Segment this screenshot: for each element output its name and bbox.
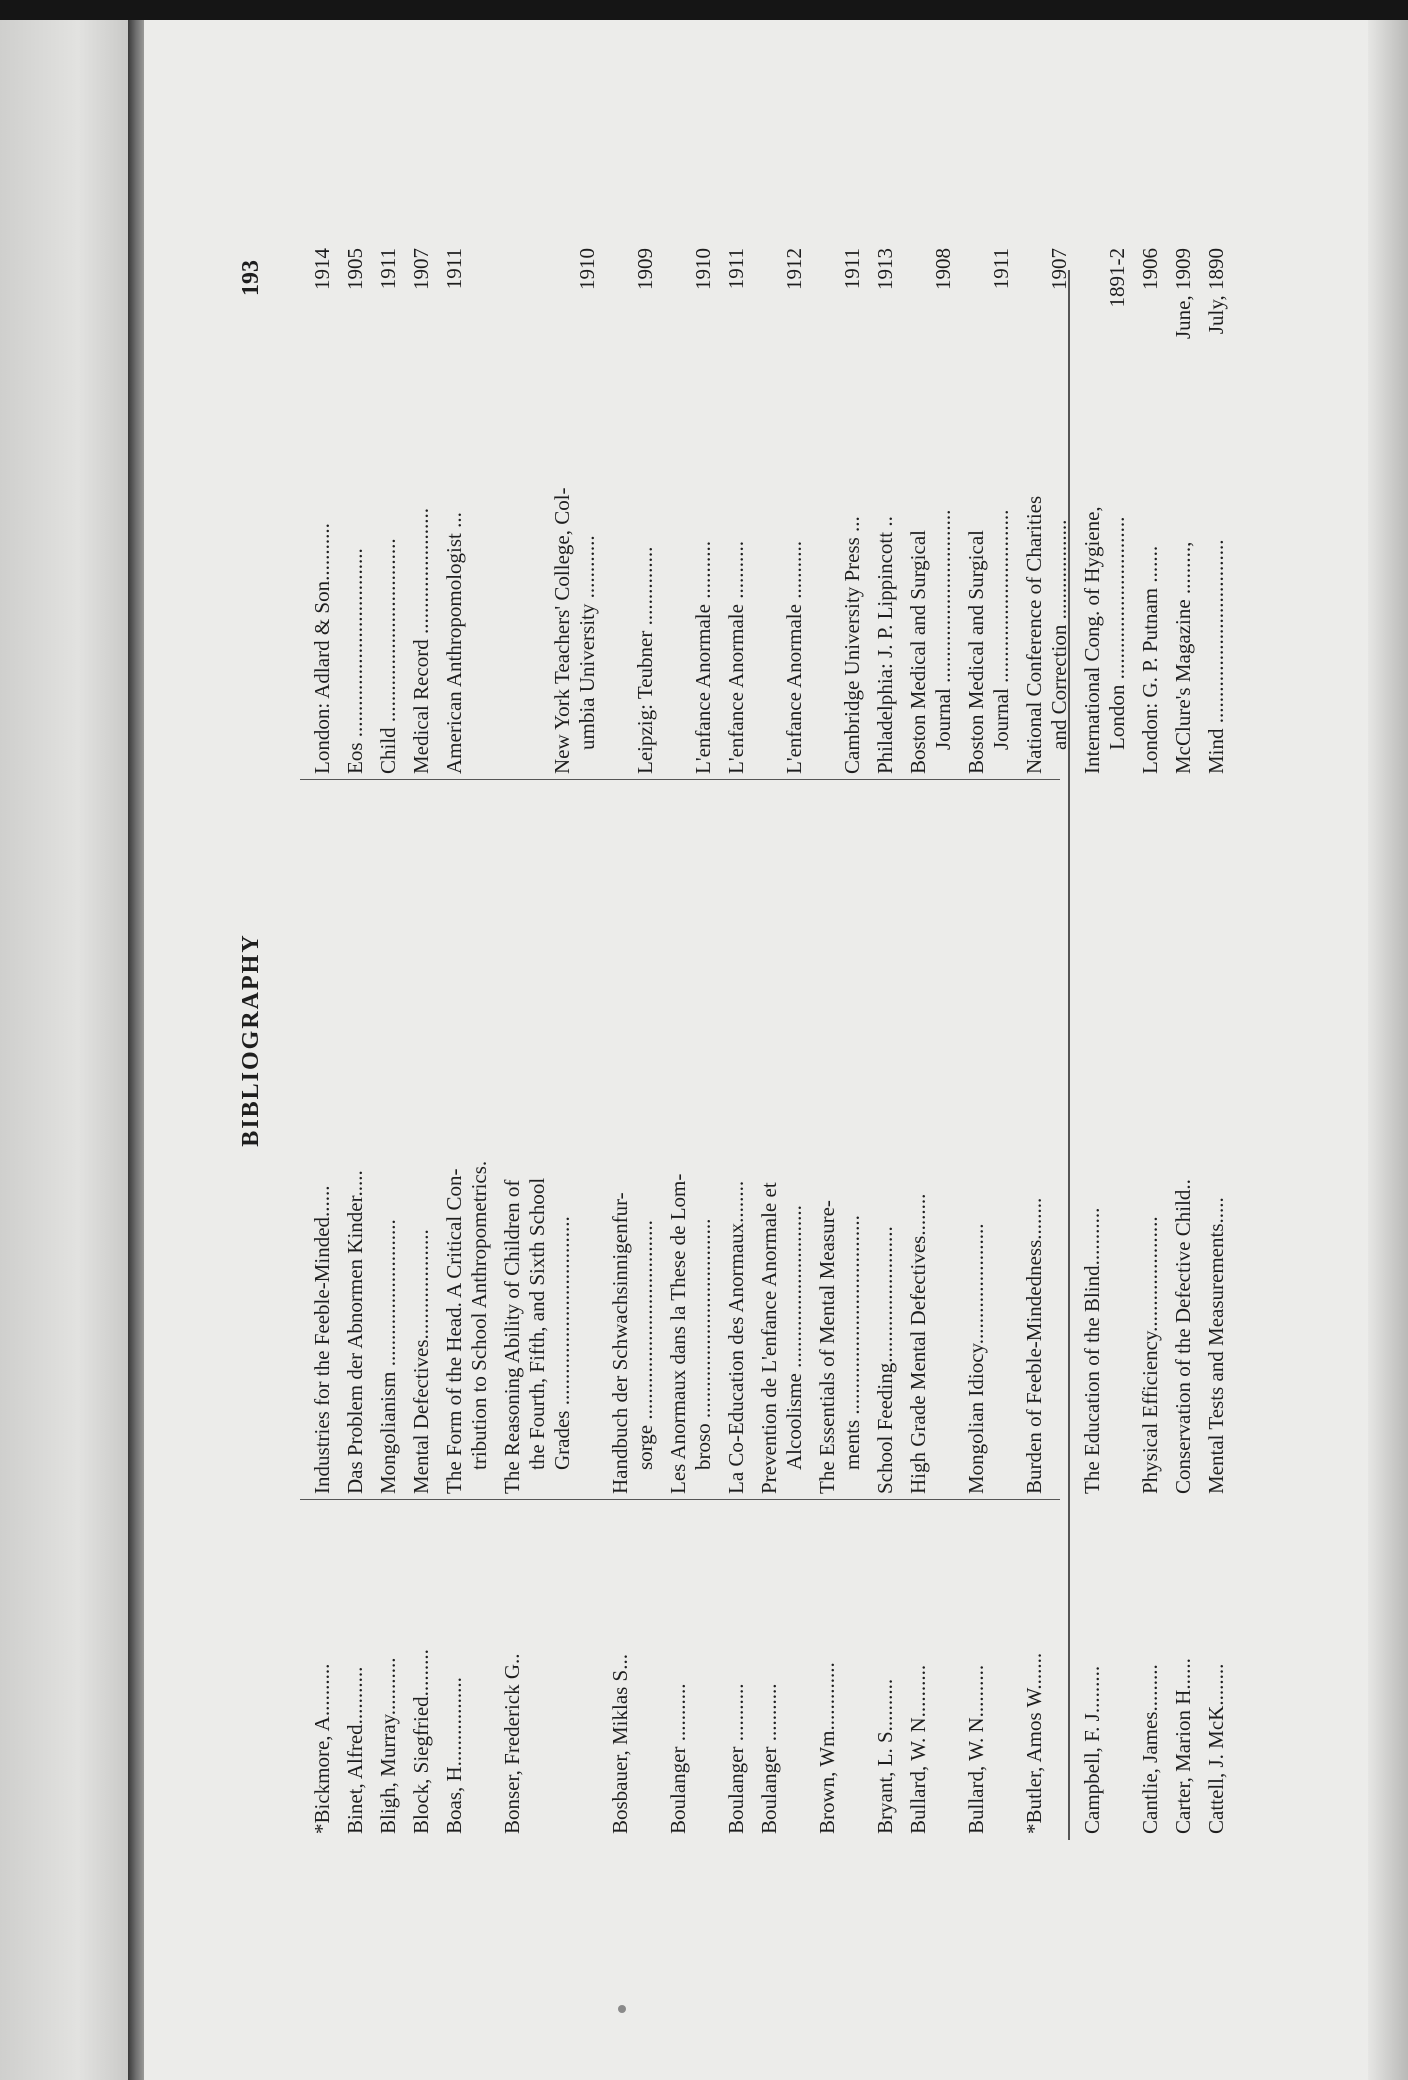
publisher-cell-line: Medical Record ........................: [409, 508, 433, 774]
row-spacer: [600, 240, 608, 1840]
year-cell: [442, 240, 467, 400]
running-header: [220, 240, 290, 1840]
row-spacer: [956, 240, 964, 1840]
year-cell-line: [1022, 248, 1047, 394]
title-cell-line: Das Problem der Abnormen Kinder.....: [343, 1170, 367, 1494]
year-cell-line: [608, 248, 633, 394]
row-spacer: [401, 240, 409, 1840]
year-cell: [409, 240, 434, 400]
table-row: [666, 240, 716, 1840]
title-cell: [1204, 780, 1229, 1500]
publisher-cell-line: Leipzig: Teubner ...............: [633, 546, 657, 774]
publisher-cell-line: McClure's Magazine .........,: [1171, 541, 1195, 774]
publisher-cell-line: New York Teachers' College, Col-: [550, 487, 574, 774]
author-cell: [815, 1500, 840, 1840]
publisher-cell-line: [815, 406, 840, 774]
year-cell-line: 1911: [840, 248, 864, 290]
title-cell: [724, 780, 749, 1500]
table-row: [757, 240, 807, 1840]
title-cell-line: broso ......................................: [691, 1218, 715, 1470]
table-row: [376, 240, 401, 1840]
table-row: [1022, 240, 1072, 1840]
year-cell-line: [906, 248, 931, 394]
title-cell: [310, 780, 335, 1500]
table-row: [310, 240, 335, 1840]
title-cell: [1022, 780, 1047, 1500]
author-cell: [1138, 1500, 1163, 1840]
year-cell: [873, 240, 898, 400]
table-row: [815, 240, 865, 1840]
title-cell: [964, 780, 989, 1500]
page-speck: [618, 2005, 626, 2013]
author-cell-line: Bonser, Frederick G..: [500, 1653, 524, 1834]
author-cell: [1204, 1500, 1229, 1840]
publisher-cell: [1022, 400, 1072, 780]
author-cell-line: Boulanger ...........: [724, 1683, 748, 1834]
author-cell: [1080, 1500, 1105, 1840]
author-cell: [906, 1500, 931, 1840]
publisher-cell: [500, 400, 600, 780]
year-cell: [1080, 240, 1130, 400]
row-spacer: [716, 240, 724, 1840]
publisher-cell-line: [525, 406, 550, 774]
year-cell-line: [815, 248, 840, 394]
rotated-bibliography: [220, 240, 1228, 1840]
publisher-cell: [724, 400, 749, 780]
publisher-cell: [906, 400, 956, 780]
page-number: 193: [238, 260, 264, 296]
table-row: [409, 240, 434, 1840]
year-cell: [1204, 240, 1229, 400]
title-cell-line: The Reasoning Ability of Children of: [500, 1179, 524, 1494]
table-row: [500, 240, 600, 1840]
author-cell: [608, 1500, 633, 1840]
year-cell: [757, 240, 807, 400]
row-spacer: [865, 240, 873, 1840]
title-cell: [409, 780, 434, 1500]
title-cell: [666, 780, 716, 1500]
author-cell: [376, 1500, 401, 1840]
author-cell: [873, 1500, 898, 1840]
year-cell: [724, 240, 749, 400]
title-cell-line: tribution to School Anthropometrics.: [467, 1160, 491, 1470]
year-cell-line: June, 1909: [1171, 248, 1195, 339]
title-cell: [376, 780, 401, 1500]
title-cell: [757, 780, 807, 1500]
author-cell-line: *Butler, Amos W.......: [1022, 1652, 1046, 1834]
year-cell: [1138, 240, 1163, 400]
year-cell-line: [525, 248, 550, 394]
title-cell-line: Burden of Feeble-Mindedness........: [1022, 1197, 1046, 1494]
title-cell: [906, 780, 931, 1500]
author-cell-line: *Bickmore, A..........: [310, 1663, 334, 1834]
year-cell-line: 1910: [691, 248, 715, 290]
title-cell-line: Conservation of the Defective Child..: [1171, 1179, 1195, 1494]
publisher-cell: [757, 400, 807, 780]
publisher-cell-line: Mind ...................................: [1204, 539, 1228, 774]
title-cell: [1138, 780, 1163, 1500]
row-spacer: [749, 240, 757, 1840]
table-row: [608, 240, 658, 1840]
title-cell: [1080, 780, 1105, 1500]
publisher-cell-line: [608, 406, 633, 774]
publisher-cell-line: Eos ....................................: [343, 548, 367, 774]
publisher-cell: [873, 400, 898, 780]
row-spacer: [492, 240, 500, 1840]
year-cell-line: 1912: [782, 248, 806, 290]
row-spacer: [1196, 240, 1204, 1840]
author-cell-line: Binet, Alfred...........: [343, 1666, 367, 1834]
year-cell-line: [964, 248, 989, 394]
year-cell: [815, 240, 865, 400]
year-cell-line: 1907: [1047, 248, 1071, 290]
author-cell-line: Boulanger ...........: [757, 1683, 781, 1834]
publisher-cell-line: L'enfance Anormale ...........: [691, 541, 715, 774]
left-page-edge: [0, 20, 130, 2080]
year-cell-line: 1913: [873, 248, 897, 290]
publisher-cell: [343, 400, 368, 780]
author-cell: [409, 1500, 434, 1840]
publisher-cell-line: London ...............................: [1105, 516, 1129, 750]
author-cell-line: Boulanger ...........: [666, 1683, 690, 1834]
publisher-cell-line: Boston Medical and Surgical: [906, 530, 930, 774]
publisher-cell-line: American Anthropomologist ...: [442, 512, 466, 774]
author-cell-line: Block, Siegfried.........: [409, 1649, 433, 1834]
author-cell: [1022, 1500, 1047, 1840]
author-cell-line: Boas, H.................: [442, 1677, 466, 1834]
table-row: [906, 240, 956, 1840]
author-cell-line: Bullard, W. N..........: [906, 1664, 930, 1834]
author-cell-line: Carter, Marion H......: [1171, 1658, 1195, 1834]
publisher-cell-line: Philadelphia: J. P. Lippincott ..: [873, 516, 897, 774]
year-cell: [310, 240, 335, 400]
title-cell-line: Les Anormaux dans la These de Lom-: [666, 1173, 690, 1494]
title-cell: [442, 780, 492, 1500]
author-cell: [666, 1500, 691, 1840]
table-row: [343, 240, 368, 1840]
table-row: [873, 240, 898, 1840]
author-cell: [343, 1500, 368, 1840]
book-gutter: [128, 20, 144, 2080]
year-cell: [376, 240, 401, 400]
title-cell-line: The Education of the Blind...........: [1080, 1207, 1104, 1494]
author-cell: [442, 1500, 467, 1840]
year-cell-line: 1911: [376, 248, 400, 290]
table-row: [964, 240, 1014, 1840]
title-cell: [815, 780, 865, 1500]
scan-top-edge: [0, 0, 1408, 20]
table-row: [1080, 240, 1130, 1840]
year-cell: [906, 240, 956, 400]
author-cell-line: Cattell, J. McK........: [1204, 1663, 1228, 1834]
year-cell-line: [757, 248, 782, 394]
title-cell-line: Prevention de L'enfance Anormale et: [757, 1182, 781, 1494]
row-spacer: [1072, 240, 1080, 1840]
title-cell: [1171, 780, 1196, 1500]
year-cell-line: 1910: [575, 248, 599, 290]
publisher-cell-line: London: Adlard & Son...........: [310, 523, 334, 774]
year-cell-line: 1911: [989, 248, 1013, 290]
table-row: [1171, 240, 1196, 1840]
title-cell-line: La Co-Education des Anormaux........: [724, 1180, 748, 1494]
publisher-cell-line: [757, 406, 782, 774]
row-spacer: [807, 240, 815, 1840]
title-cell-line: ments ......................................: [840, 1215, 864, 1470]
title-cell: [873, 780, 898, 1500]
year-cell: [964, 240, 1014, 400]
author-cell: [724, 1500, 749, 1840]
title-cell-line: the Fourth, Fifth, and Sixth School: [525, 1177, 549, 1470]
title-cell-line: Mongolianism ............................: [376, 1219, 400, 1494]
row-spacer: [368, 240, 376, 1840]
author-cell: [310, 1500, 335, 1840]
row-spacer: [335, 240, 343, 1840]
publisher-cell-line: [500, 406, 525, 774]
year-cell-line: 1906: [1138, 248, 1162, 290]
bibliography-table: [310, 240, 1237, 1840]
year-cell-line: 1914: [310, 248, 334, 290]
publisher-cell-line: Cambridge University Press ...: [840, 516, 864, 774]
publisher-cell: [1204, 400, 1229, 780]
author-cell-line: Bligh, Murray...........: [376, 1657, 400, 1834]
publisher-cell: [608, 400, 658, 780]
author-cell-line: Bryant, L. S..........: [873, 1678, 897, 1834]
publisher-cell-line: L'enfance Anormale ...........: [724, 541, 748, 774]
publisher-cell: [815, 400, 865, 780]
title-cell-line: Mental Tests and Measurements.....: [1204, 1197, 1228, 1494]
year-cell-line: 1911: [724, 248, 748, 290]
row-spacer: [658, 240, 666, 1840]
table-row: [1138, 240, 1163, 1840]
table-row: [724, 240, 749, 1840]
author-cell-line: Brown, Wm.............: [815, 1662, 839, 1834]
year-cell-line: [500, 248, 525, 394]
year-cell-line: [550, 248, 575, 394]
right-page-edge: [1368, 20, 1408, 2080]
year-cell: [1022, 240, 1072, 400]
year-cell-line: 1909: [633, 248, 657, 290]
publisher-cell-line: Boston Medical and Surgical: [964, 530, 988, 774]
publisher-cell-line: International Cong. of Hygiene,: [1080, 506, 1104, 774]
author-cell-line: Bosbauer, Miklas S...: [608, 1654, 632, 1834]
title-cell-line: Mental Defectives.....................: [409, 1229, 433, 1494]
year-cell: [608, 240, 658, 400]
year-cell-line: July, 1890: [1204, 248, 1228, 335]
year-cell: [343, 240, 368, 400]
title-cell-line: Mongolian Idiocy.......................: [964, 1223, 988, 1494]
year-cell-line: 1911: [442, 248, 466, 290]
publisher-cell: [376, 400, 401, 780]
table-row: [1204, 240, 1229, 1840]
table-row: [442, 240, 492, 1840]
title-cell-line: School Feeding..........................: [873, 1226, 897, 1494]
year-cell-line: 1891-2: [1105, 248, 1129, 308]
year-cell-line: [1080, 248, 1105, 394]
title-cell-line: Industries for the Feeble-Minded......: [310, 1185, 334, 1494]
publisher-cell: [1138, 400, 1163, 780]
author-cell: [757, 1500, 782, 1840]
row-spacer: [1163, 240, 1171, 1840]
page-title: BIBLIOGRAPHY: [238, 933, 264, 1147]
row-spacer: [1130, 240, 1138, 1840]
year-cell: [666, 240, 716, 400]
publisher-cell-line: and Correction ...................: [1047, 519, 1071, 750]
publisher-cell: [310, 400, 335, 780]
title-cell-line: sorge ......................................: [633, 1220, 657, 1470]
publisher-cell-line: National Conference of Charities: [1022, 495, 1046, 774]
publisher-cell-line: Journal .................................: [931, 509, 955, 750]
publisher-cell: [666, 400, 716, 780]
title-cell-line: Alcoolisme ...............................: [782, 1205, 806, 1470]
year-cell-line: 1905: [343, 248, 367, 290]
publisher-cell-line: L'enfance Anormale ...........: [782, 541, 806, 774]
row-spacer: [434, 240, 442, 1840]
title-cell: [500, 780, 575, 1500]
publisher-cell: [409, 400, 434, 780]
title-cell: [343, 780, 368, 1500]
year-cell-line: 1908: [931, 248, 955, 290]
title-cell-line: The Form of the Head. A Critical Con-: [442, 1168, 466, 1494]
author-cell-line: Bullard, W. N..........: [964, 1664, 988, 1834]
title-cell-line: Physical Efficiency......................: [1138, 1216, 1162, 1494]
publisher-cell-line: Journal .................................: [989, 509, 1013, 750]
publisher-cell: [1080, 400, 1130, 780]
publisher-cell-line: umbia University ............: [575, 535, 599, 750]
title-cell-line: High Grade Mental Defectives........: [906, 1193, 930, 1494]
publisher-cell: [964, 400, 1014, 780]
publisher-cell: [442, 400, 467, 780]
year-cell: [500, 240, 600, 400]
row-spacer: [1014, 240, 1022, 1840]
author-cell-line: Cantlie, James.........: [1138, 1664, 1162, 1834]
year-cell: [1171, 240, 1196, 400]
author-cell: [1171, 1500, 1196, 1840]
bottom-rule: [1068, 270, 1070, 1840]
year-cell-line: 1907: [409, 248, 433, 290]
title-cell-line: The Essentials of Mental Measure-: [815, 1200, 839, 1494]
title-cell-line: Handbuch der Schwachsinnigenfur-: [608, 1192, 632, 1494]
title-cell-line: Grades ....................................: [550, 1216, 574, 1470]
publisher-cell-line: London: G. P. Putnam .......: [1138, 545, 1162, 774]
author-cell: [964, 1500, 989, 1840]
publisher-cell-line: Child ...................................: [376, 538, 400, 774]
publisher-cell: [1171, 400, 1196, 780]
year-cell-line: [666, 248, 691, 394]
author-cell-line: Campbell, F. J.........: [1080, 1665, 1104, 1834]
author-cell: [500, 1500, 525, 1840]
title-cell: [608, 780, 658, 1500]
row-spacer: [1229, 240, 1237, 1840]
publisher-cell-line: [666, 406, 691, 774]
row-spacer: [898, 240, 906, 1840]
